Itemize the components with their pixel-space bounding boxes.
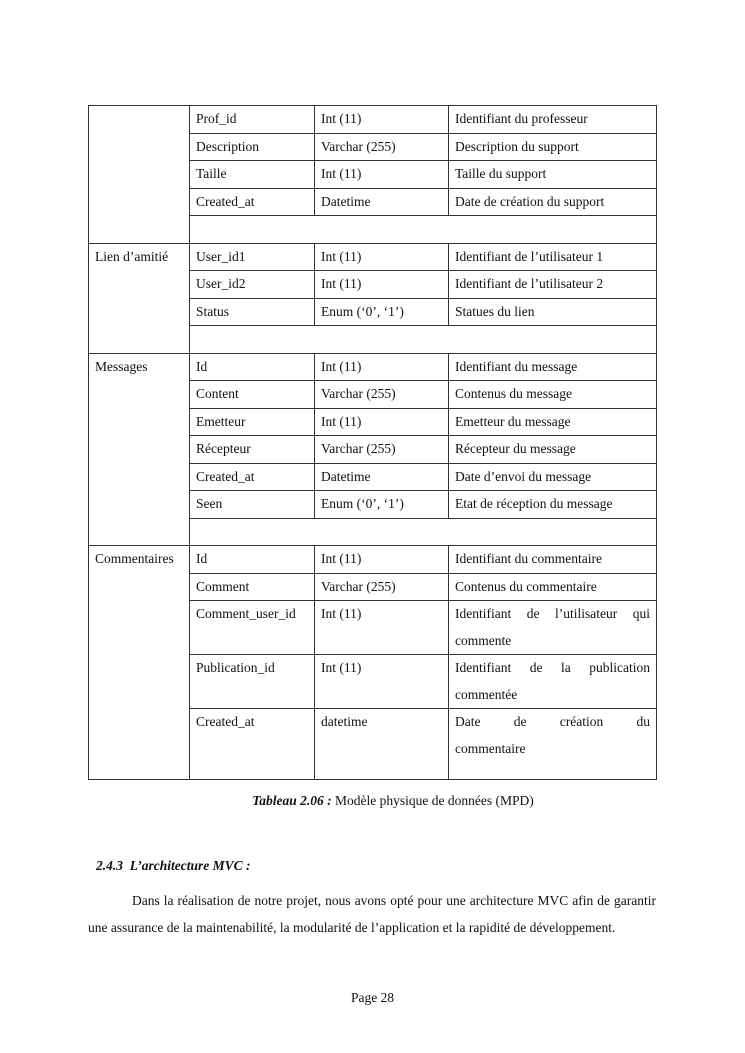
description-line: Taille du support bbox=[455, 166, 547, 181]
field-name-cell: User_id2 bbox=[190, 271, 315, 299]
field-name-cell: Récepteur bbox=[190, 436, 315, 464]
field-type-cell: Enum (‘0’, ‘1’) bbox=[315, 298, 449, 326]
field-name-cell: Emetteur bbox=[190, 408, 315, 436]
field-type-cell: Int (11) bbox=[315, 271, 449, 299]
field-description-cell bbox=[449, 709, 657, 780]
field-type-cell: Int (11) bbox=[315, 546, 449, 574]
description-line: Etat de réception du message bbox=[455, 496, 613, 511]
table-row bbox=[89, 546, 657, 574]
empty-cell bbox=[190, 216, 657, 244]
empty-cell bbox=[190, 326, 657, 354]
table-row bbox=[89, 106, 657, 134]
field-description-cell bbox=[449, 408, 657, 436]
description-line: Identifiant du commentaire bbox=[455, 551, 602, 566]
field-type-cell: Varchar (255) bbox=[315, 436, 449, 464]
field-description-cell bbox=[449, 188, 657, 216]
body-paragraph: Dans la réalisation de notre projet, nous avons opté pour une architecture MVC afin de garantir une assurance de la maintenabilité, la modularité de l’application et la rapidité de développement. bbox=[88, 893, 656, 935]
table-row bbox=[89, 353, 657, 381]
entity-name-cell bbox=[89, 106, 190, 244]
page-number: Page 28 bbox=[350, 990, 395, 1005]
description-line: Identifiant de l’utilisateur 2 bbox=[455, 276, 604, 291]
field-type-cell: Enum (‘0’, ‘1’) bbox=[315, 491, 449, 519]
caption-text: Modèle physique de données (MPD) bbox=[331, 793, 534, 808]
field-type-cell: Int (11) bbox=[315, 601, 449, 655]
description-line: Contenus du message bbox=[455, 386, 572, 401]
field-type-cell: Varchar (255) bbox=[315, 573, 449, 601]
field-description-cell bbox=[449, 491, 657, 519]
description-line: commentée bbox=[455, 686, 518, 702]
field-description-cell bbox=[449, 161, 657, 189]
field-name-cell: Content bbox=[190, 381, 315, 409]
field-name-cell: Id bbox=[190, 353, 315, 381]
description-line: Statues du lien bbox=[455, 303, 535, 319]
description-line: Emetteur du message bbox=[455, 413, 571, 429]
section-number: 2.4.3 bbox=[96, 858, 123, 873]
description-line: Identifiant de l’utilisateur qui bbox=[455, 606, 650, 621]
description-line: Date d’envoi du message bbox=[455, 468, 592, 484]
field-description-cell bbox=[449, 573, 657, 601]
field-name-cell: Comment bbox=[190, 573, 315, 601]
table-row bbox=[89, 243, 657, 271]
field-type-cell: Int (11) bbox=[315, 353, 449, 381]
field-description-cell bbox=[449, 133, 657, 161]
field-name-cell: Created_at bbox=[190, 709, 315, 780]
field-description-cell bbox=[449, 106, 657, 134]
field-type-cell: Int (11) bbox=[315, 161, 449, 189]
mpd-table bbox=[88, 105, 657, 780]
caption-label: Tableau 2.06 : bbox=[252, 793, 332, 808]
field-type-cell: Int (11) bbox=[315, 243, 449, 271]
description-line: commente bbox=[455, 632, 512, 648]
entity-name-cell: Messages bbox=[89, 353, 190, 546]
field-name-cell: Publication_id bbox=[190, 655, 315, 709]
description-line: Contenus du commentaire bbox=[455, 578, 597, 594]
field-type-cell: Int (11) bbox=[315, 408, 449, 436]
entity-name-cell: Commentaires bbox=[89, 546, 190, 780]
description-line: Description du support bbox=[455, 138, 579, 154]
description-line: Date de création du support bbox=[455, 193, 605, 209]
field-name-cell: Created_at bbox=[190, 463, 315, 491]
field-name-cell: Prof_id bbox=[190, 106, 315, 134]
field-name-cell: Comment_user_id bbox=[190, 601, 315, 655]
field-description-cell bbox=[449, 381, 657, 409]
field-description-cell bbox=[449, 546, 657, 574]
field-description-cell bbox=[449, 353, 657, 381]
field-description-cell bbox=[449, 601, 657, 655]
field-description-cell bbox=[449, 463, 657, 491]
field-type-cell: Varchar (255) bbox=[315, 381, 449, 409]
description-line: Identifiant de la publication bbox=[455, 660, 650, 675]
description-line: commentaire bbox=[455, 740, 526, 756]
field-name-cell: Description bbox=[190, 133, 315, 161]
field-name-cell: Id bbox=[190, 546, 315, 574]
field-description-cell bbox=[449, 271, 657, 299]
description-line: Identifiant de l’utilisateur 1 bbox=[455, 248, 604, 264]
field-description-cell bbox=[449, 436, 657, 464]
entity-name-cell: Lien d’amitié bbox=[89, 243, 190, 353]
field-type-cell: Int (11) bbox=[315, 655, 449, 709]
field-name-cell: Seen bbox=[190, 491, 315, 519]
section-title: L’architecture MVC : bbox=[129, 858, 251, 873]
field-name-cell: Status bbox=[190, 298, 315, 326]
description-line: Identifiant du message bbox=[455, 358, 578, 374]
empty-cell bbox=[190, 518, 657, 546]
field-type-cell: Datetime bbox=[315, 188, 449, 216]
description-line: Récepteur du message bbox=[455, 441, 576, 456]
field-name-cell: Created_at bbox=[190, 188, 315, 216]
field-type-cell: Datetime bbox=[315, 463, 449, 491]
field-name-cell: User_id1 bbox=[190, 243, 315, 271]
field-description-cell bbox=[449, 298, 657, 326]
field-type-cell: datetime bbox=[315, 709, 449, 780]
field-description-cell bbox=[449, 243, 657, 271]
mpd-table-body bbox=[89, 106, 657, 780]
description-line: Identifiant du professeur bbox=[455, 111, 588, 126]
field-type-cell: Varchar (255) bbox=[315, 133, 449, 161]
field-name-cell: Taille bbox=[190, 161, 315, 189]
field-description-cell bbox=[449, 655, 657, 709]
description-line: Date de création du bbox=[455, 714, 650, 729]
section-heading bbox=[96, 858, 251, 874]
table-caption bbox=[0, 793, 745, 809]
field-type-cell: Int (11) bbox=[315, 106, 449, 134]
